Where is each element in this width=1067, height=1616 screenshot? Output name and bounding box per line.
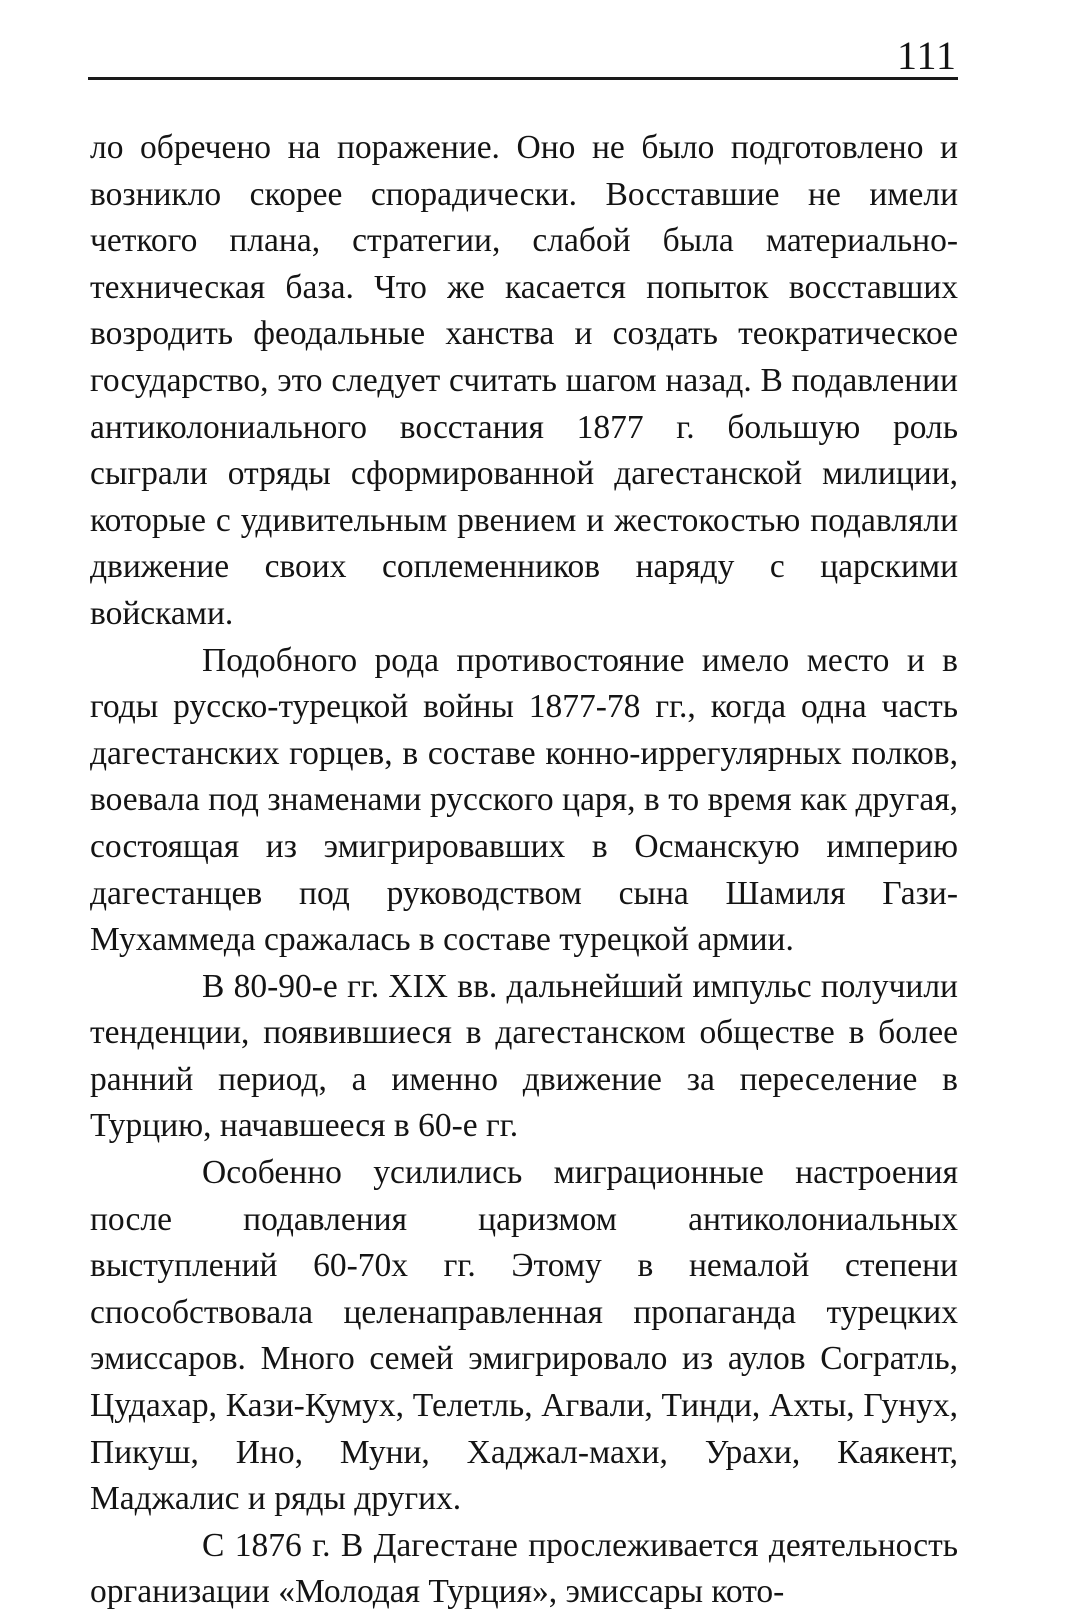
header-rule xyxy=(88,77,958,80)
paragraph: С 1876 г. В Дагестане прослеживается деятельность организации «Молодая Турция», эмиссары кото- xyxy=(90,1526,958,1611)
body-text xyxy=(90,125,958,1616)
paragraph: Особенно усилились миграционные настроения после подавления царизмом антиколониальных выступлений 60-70х гг. Этому в немалой степени способствовала целенаправленная пропаганда турецких эмиссаров. Много семей эмигрировало из аулов Согратль, Цудахар, Кази-Кумух, Телетль, Агвали, Тинди, Ахты, Гунух, Пикуш, Ино, Муни, Хаджал-махи, Урахи, Каякент, Маджалис и ряды других. xyxy=(90,1154,958,1518)
paragraph: В 80-90-е гг. XIX вв. дальнейший импульс получили тенденции, появившиеся в дагестанском обществе в более ранний период, а именно движение за переселение в Турцию, начавшееся в 60-е гг. xyxy=(90,967,958,1145)
page-number: 111 xyxy=(896,33,957,78)
paragraph: Подобного рода противостояние имело место и в годы русско-турецкой войны 1877-78 гг., когда одна часть дагестанских горцев, в составе конно-иррегулярных полков, воевала под знаменами русского царя, в то время как другая, состоящая из эмигрировавших в Османскую империю дагестанцев под руководством сына Шамиля Гази-Мухаммеда сражалась в составе турецкой армии. xyxy=(90,641,958,959)
paragraph: ло обречено на поражение. Оно не было подготовлено и возникло скорее спорадически. Восставшие не имели четкого плана, стратегии, слабой была материально-техническая база. Что же касается попыток восставших возродить феодальные ханства и создать теократическое государство, это следует считать шагом назад. В подавлении антиколониального восстания 1877 г. большую роль сыграли отряды сформированной дагестанской милиции, которые с удивительным рвением и жестокостью подавляли движение своих соплеменников наряду с царскими войсками. xyxy=(90,129,958,632)
